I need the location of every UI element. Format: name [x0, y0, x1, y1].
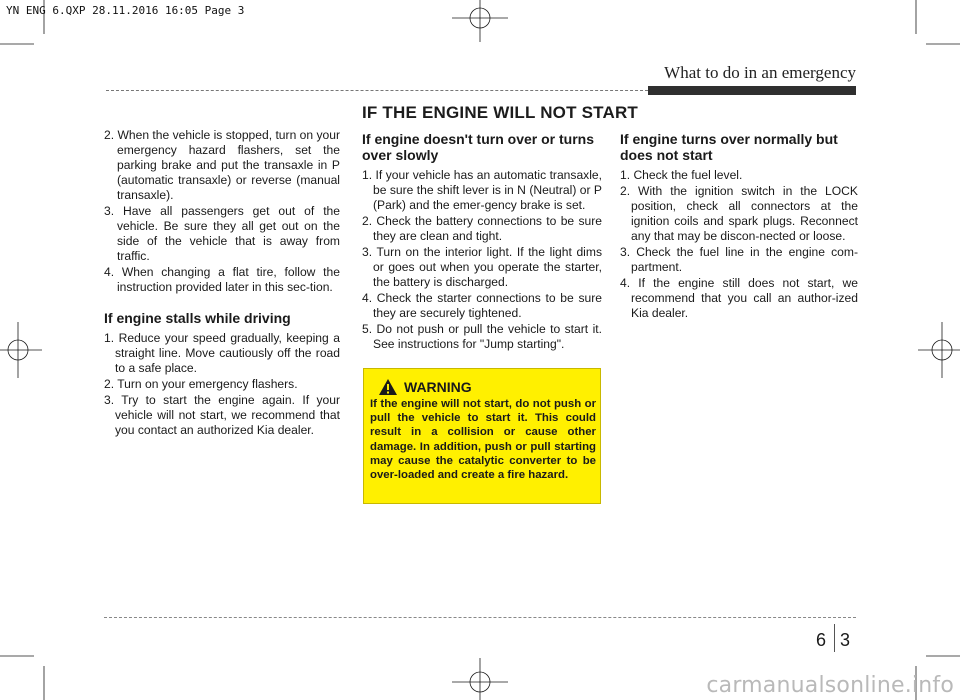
- list-item: 1. Check the fuel level.: [620, 168, 743, 182]
- turns-over-heading: If engine turns over normally but does not start: [620, 131, 838, 163]
- list-item: 2. When the vehicle is stopped, turn on your emergency hazard flashers, set the parking brake and put the transaxle in P (automatic transaxle) or reverse (manual transaxle).: [104, 128, 340, 202]
- list-item: 1. If your vehicle has an automatic transaxle, be sure the shift lever is in N (Neutral) or P (Park) and the emer-gency brake is set.: [362, 168, 602, 212]
- stalls-heading: If engine stalls while driving: [104, 310, 291, 326]
- watermark: carmanualsonline.info: [706, 673, 954, 698]
- list-item: 1. Reduce your speed gradually, keeping a straight line. Move cautiously off the road to a safe place.: [104, 331, 340, 375]
- list-item: 3. Try to start the engine again. If your vehicle will not start, we recommend that you contact an authorized Kia dealer.: [104, 393, 340, 437]
- column-3: [620, 128, 858, 322]
- list-item: 4. If the engine still does not start, we recommend that you call an author-ized Kia dealer.: [620, 276, 858, 320]
- list-item: 4. When changing a flat tire, follow the instruction provided later in this sec-tion.: [104, 265, 340, 294]
- page-number: 3: [840, 630, 851, 650]
- print-slug: YN ENG 6.QXP 28.11.2016 16:05 Page 3: [6, 4, 245, 17]
- warning-header: [378, 378, 472, 396]
- chapter-title: IF THE ENGINE WILL NOT START: [362, 103, 639, 122]
- list-item: 3. Have all passengers get out of the vehicle. Be sure they all get out on the side of the vehicle that is away from traffic.: [104, 204, 340, 263]
- list-item: 2. Check the battery connections to be sure they are clean and tight.: [362, 214, 602, 243]
- warning-text: If the engine will not start, do not push or pull the vehicle to start it. This could result in a collision or cause other damage. In addition, push or pull starting may cause the catalytic converter to be over-loaded and create a fire hazard.: [370, 398, 596, 482]
- section-title: What to do in an emergency: [664, 63, 856, 82]
- warning-triangle-icon: [378, 378, 398, 396]
- chapter-number: 6: [816, 630, 827, 650]
- list-item: 3. Check the fuel line in the engine com-partment.: [620, 245, 858, 274]
- warning-box: [363, 368, 601, 504]
- header-dashed-rule: [106, 90, 648, 91]
- header-bar: [648, 86, 856, 95]
- column-1: [104, 128, 340, 439]
- list-item: 4. Check the starter connections to be sure they are securely tightened.: [362, 291, 602, 320]
- list-item: 2. With the ignition switch in the LOCK position, check all connectors at the ignition coils and spark plugs. Reconnect any that may be discon-nected or loose.: [620, 184, 858, 243]
- column-2: [362, 128, 602, 353]
- list-item: 3. Turn on the interior light. If the light dims or goes out when you operate the starter, the battery is discharged.: [362, 245, 602, 289]
- no-turn-over-heading: If engine doesn't turn over or turns over slowly: [362, 131, 595, 163]
- warning-label: WARNING: [404, 379, 472, 395]
- page-number-divider: [834, 624, 835, 652]
- footer-dashed-rule: [104, 617, 856, 618]
- list-item: 2. Turn on your emergency flashers.: [104, 377, 298, 391]
- list-item: 5. Do not push or pull the vehicle to start it. See instructions for "Jump starting".: [362, 322, 602, 351]
